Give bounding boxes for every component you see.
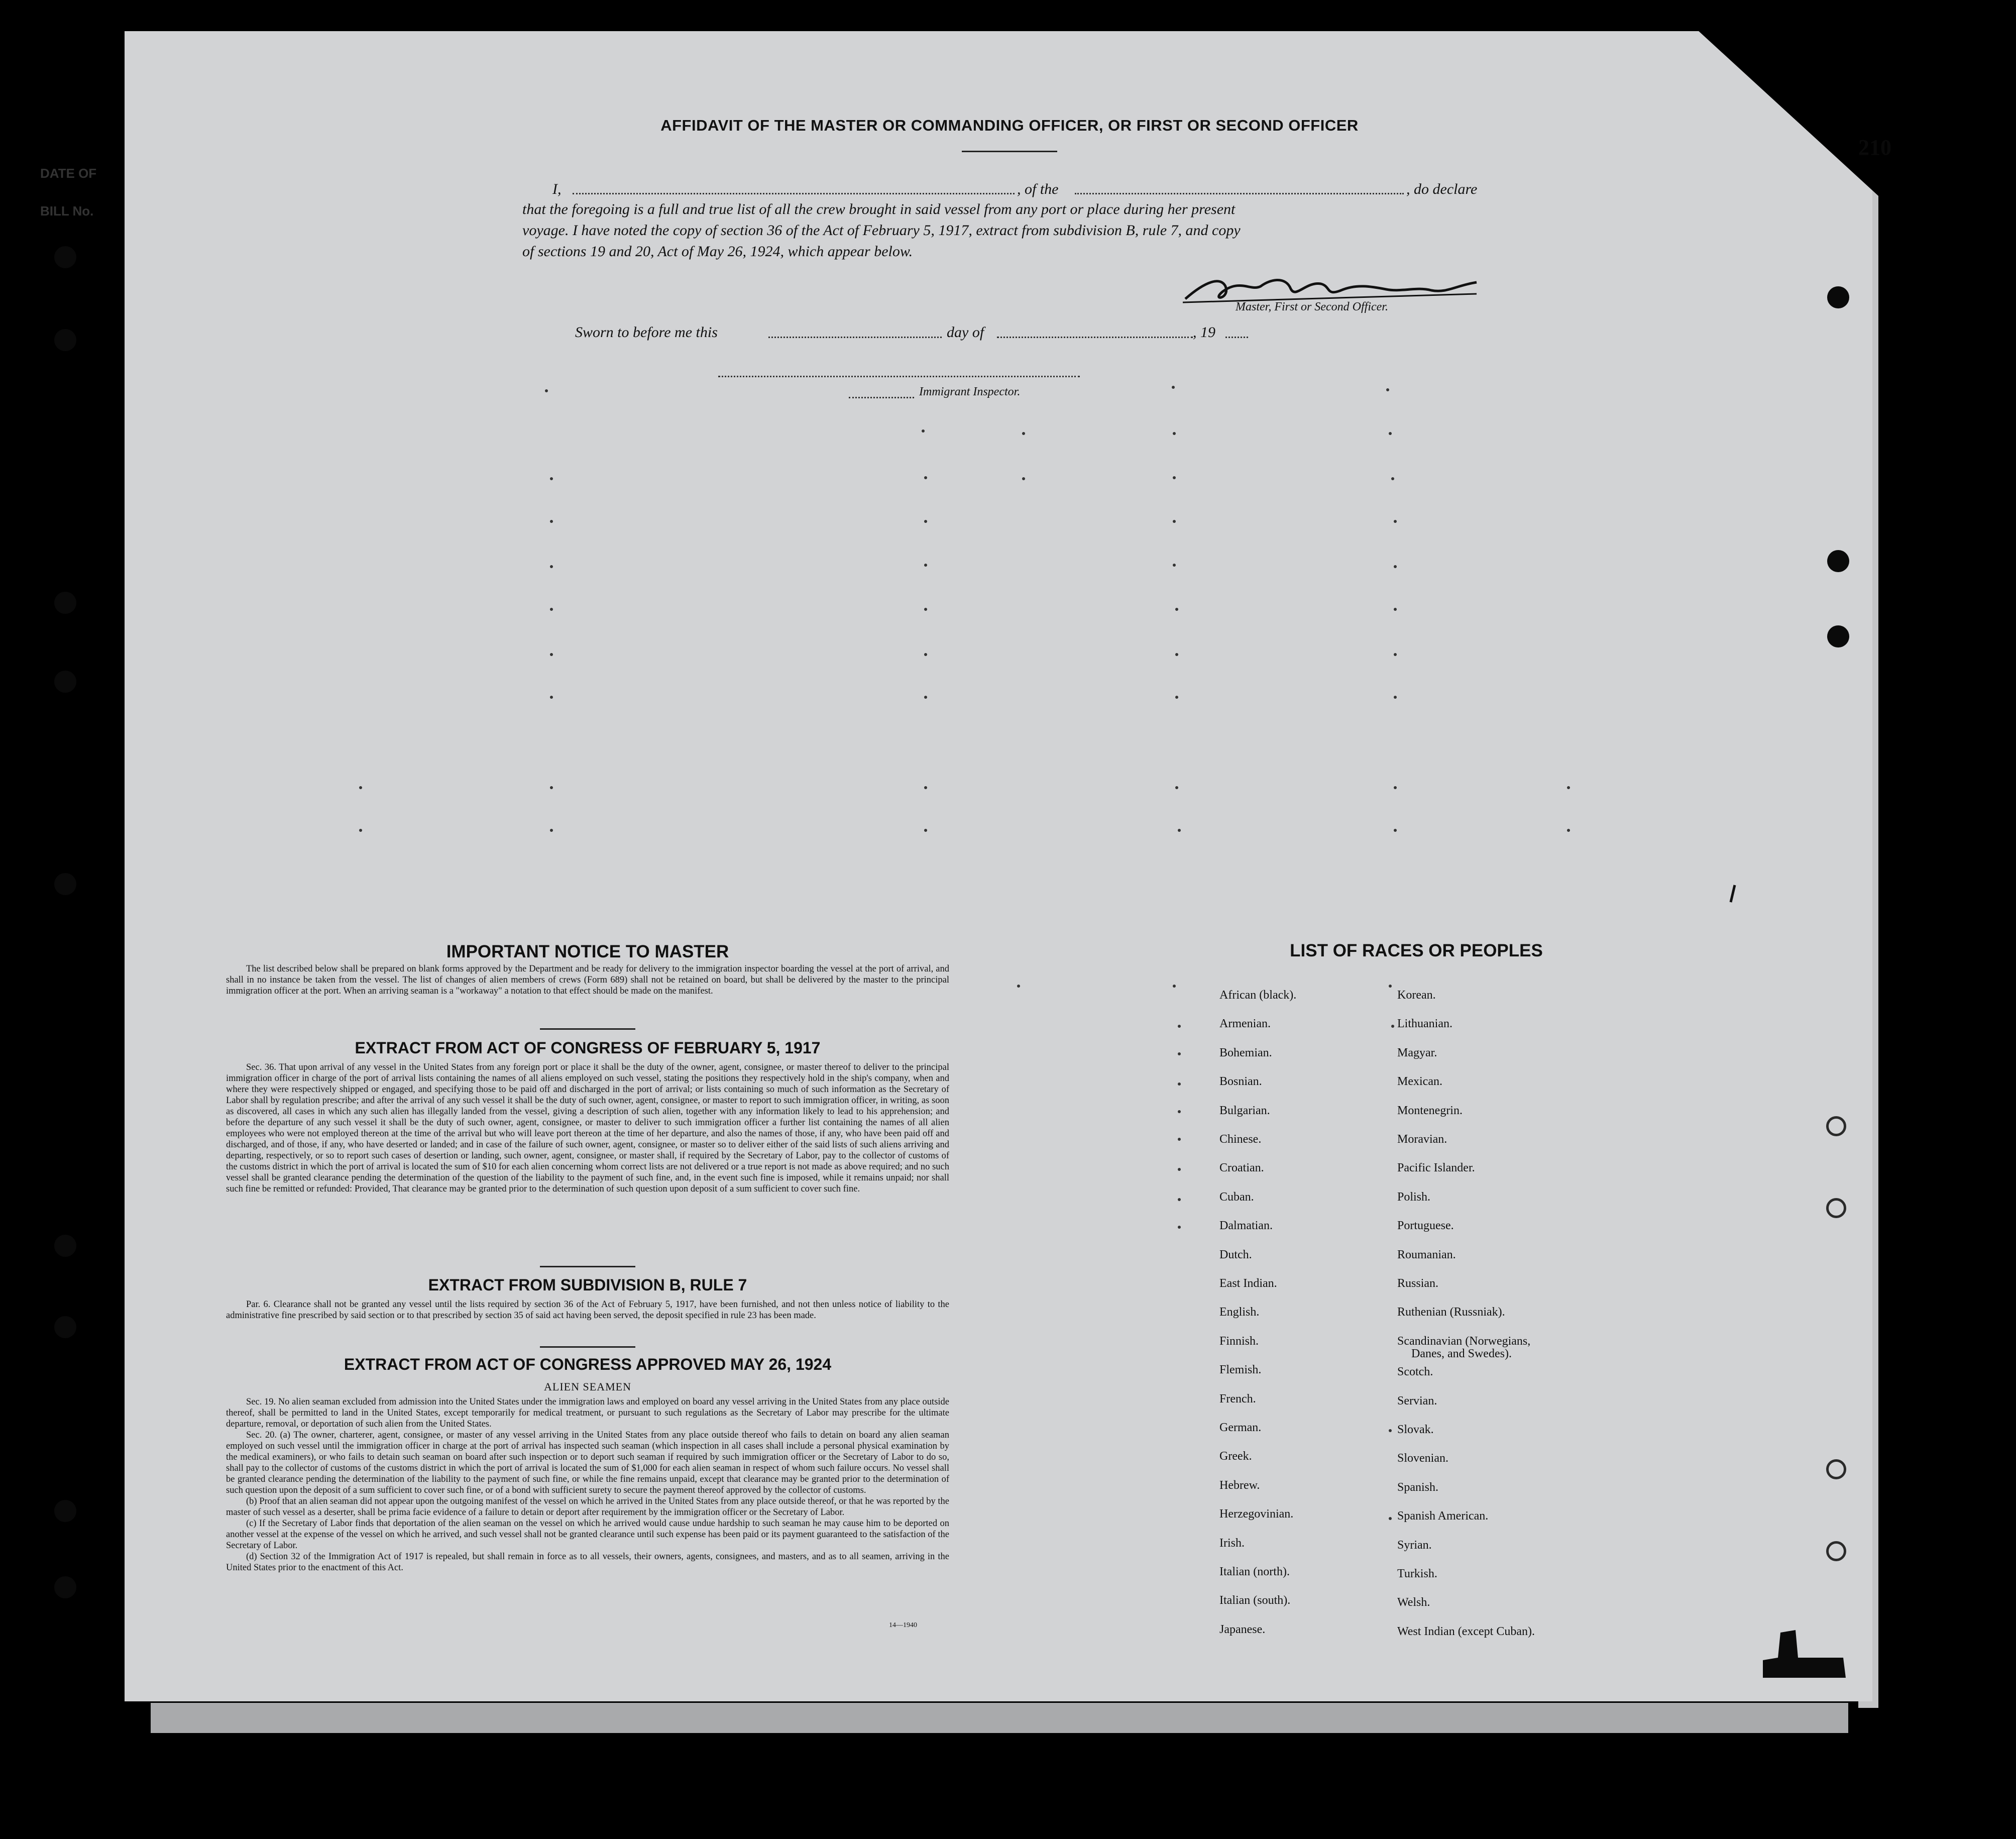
race-item: Greek.	[1219, 1450, 1252, 1463]
sec20a-text: Sec. 20. (a) The owner, charterer, agent, consignee, or master of any vessel arriving in the United States from any place outside thereof who fails to detain on board any alien seaman employed on such vessel until the immigration officer in charge at the port of arrival has inspected such seaman (which inspection in all cases shall include a personal physical examination by the medical examiners), or who fails to detain such seaman on board after such inspection or to deport such seaman if required by such immigration officer or the Secretary of Labor to do so, shall pay to the collector of customs of the customs district in which the port of arrival is located the sum of $1,000 for each alien seaman in respect of whom such failure occurs. No vessel shall be granted clearance pending the determination of the liability to the payment of such fine, or while the fine remains unpaid, except that clearance may be granted prior to the determination of such question upon the deposit of a sum sufficient to cover such fine, or of a bond with sufficient surety to secure the payment thereof approved by the collector of customs.	[226, 1430, 949, 1495]
race-item: African (black).	[1219, 989, 1297, 1002]
field-dot	[1175, 786, 1178, 789]
faded-stub-bottom: BILL No.	[40, 203, 94, 219]
binder-ring	[1826, 1116, 1846, 1136]
notice-title: IMPORTANT NOTICE TO MASTER	[446, 942, 729, 961]
signature-caption: Master, First or Second Officer.	[1236, 300, 1388, 313]
field-dot	[1178, 1025, 1181, 1028]
binder-hole	[54, 592, 76, 614]
race-item: Spanish.	[1397, 1480, 1439, 1494]
race-item: Mexican.	[1397, 1075, 1442, 1089]
field-dot	[1567, 829, 1570, 832]
field-dot	[1394, 608, 1397, 611]
race-item: Hebrew.	[1219, 1478, 1260, 1492]
field-dot	[1389, 1517, 1392, 1520]
inspector-lead-dots	[849, 397, 914, 398]
field-dot	[1178, 1168, 1181, 1171]
binder-hole	[54, 1235, 76, 1257]
inspector-signature-field[interactable]	[718, 376, 1080, 377]
binder-hole	[54, 1316, 76, 1338]
sworn-label: Sworn to before me this	[575, 324, 718, 341]
field-dot	[550, 520, 553, 523]
race-item: Scotch.	[1397, 1365, 1433, 1379]
race-item: Moravian.	[1397, 1133, 1447, 1146]
sec19-text: Sec. 19. No alien seaman excluded from admission into the United States under the immigration laws and employed on board any vessel arriving in the United States from any place outside thereof, shall be permitted to land in the United States, except temporarily for medical treatment, or pursuant to such regulations as the Secretary of Labor may prescribe for the ultimate departure, removal, or deportation of such alien from the United States.	[226, 1397, 949, 1429]
race-item: German.	[1219, 1421, 1262, 1434]
binder-hole	[1827, 550, 1849, 572]
race-item: Lithuanian.	[1397, 1017, 1452, 1031]
binder-hole	[54, 1576, 76, 1598]
faded-stub-top: DATE OF	[40, 166, 97, 181]
field-dot	[550, 565, 553, 568]
notice-text: The list described below shall be prepared on blank forms approved by the Department and be ready for delivery to the immigration inspector boarding the vessel at the port of arrival, and shall in no instance be taken from the vessel. The list of changes of alien members of crews (Form 689) shall not be retained on board, but shall be delivered by the master to the principal immigration officer at the port. When an arriving seaman is a "workaway" a notation to that effect should be made on the manifest.	[226, 964, 949, 996]
field-dot	[922, 429, 925, 432]
field-dot	[1391, 477, 1394, 480]
underlying-sheet-bottom	[151, 1703, 1848, 1733]
race-item: Bosnian.	[1219, 1075, 1262, 1089]
race-item: Polish.	[1397, 1190, 1431, 1204]
title-rule	[962, 151, 1057, 152]
race-item: Roumanian.	[1397, 1248, 1456, 1261]
field-dot	[1394, 829, 1397, 832]
inspector-caption: Immigrant Inspector.	[919, 385, 1021, 398]
race-item: Magyar.	[1397, 1046, 1437, 1059]
race-item: Japanese.	[1219, 1622, 1266, 1636]
race-item: Armenian.	[1219, 1017, 1271, 1031]
rule7-title: EXTRACT FROM SUBDIVISION B, RULE 7	[428, 1276, 747, 1294]
field-dot	[924, 653, 927, 656]
field-dot	[1394, 786, 1397, 789]
field-dot	[1178, 1110, 1181, 1113]
field-dot	[1173, 476, 1176, 479]
race-item: Bohemian.	[1219, 1046, 1272, 1059]
field-dot	[359, 786, 362, 789]
field-dot	[1567, 786, 1570, 789]
field-dot	[1022, 477, 1025, 480]
field-dot	[1172, 386, 1175, 389]
race-item: Herzegovinian.	[1219, 1507, 1294, 1521]
affidavit-title: AFFIDAVIT OF THE MASTER OR COMMANDING OFFICER, OR FIRST OR SECOND OFFICER	[660, 117, 1359, 134]
race-item: Bulgarian.	[1219, 1104, 1270, 1117]
race-item: Dalmatian.	[1219, 1219, 1273, 1233]
race-item: Scandinavian (Norwegians,	[1397, 1334, 1531, 1348]
field-dot	[550, 608, 553, 611]
race-scandinavian-continued: Danes, and Swedes).	[1411, 1347, 1512, 1360]
field-dot	[924, 696, 927, 699]
affidavit-line-4: of sections 19 and 20, Act of May 26, 1924, which appear below.	[522, 243, 913, 260]
field-dot	[1173, 985, 1176, 988]
race-item: French.	[1219, 1392, 1256, 1405]
affidavit-i: I,	[552, 181, 562, 197]
race-item: Portuguese.	[1397, 1219, 1454, 1233]
field-dot	[924, 786, 927, 789]
field-dot	[1178, 1226, 1181, 1229]
race-item: Turkish.	[1397, 1567, 1437, 1580]
race-item: Finnish.	[1219, 1334, 1259, 1348]
race-item: Spanish American.	[1397, 1509, 1489, 1523]
field-dot	[924, 829, 927, 832]
race-item: Slovak.	[1397, 1423, 1434, 1436]
section-rule	[540, 1346, 635, 1348]
binder-hole	[54, 1500, 76, 1522]
field-dot	[1175, 653, 1178, 656]
extract-1917-title: EXTRACT FROM ACT OF CONGRESS OF FEBRUARY 5, 1917	[355, 1039, 821, 1057]
field-dot	[359, 829, 362, 832]
field-dot	[1173, 432, 1176, 435]
field-dot	[1175, 696, 1178, 699]
field-dot	[1394, 653, 1397, 656]
field-dot	[924, 608, 927, 611]
field-dot	[924, 520, 927, 523]
section-rule	[540, 1266, 635, 1267]
binder-ring	[1826, 1541, 1846, 1561]
race-item: Chinese.	[1219, 1133, 1262, 1146]
field-dot	[550, 477, 553, 480]
section-rule	[540, 1028, 635, 1030]
field-dot	[550, 786, 553, 789]
field-dot	[1386, 388, 1389, 391]
sec20d-text: (d) Section 32 of the Immigration Act of 1917 is repealed, but shall remain in force as to all vessels, their owners, agents, consignees, and masters, and as to all seamen, arriving in the United States prior to the enactment of this Act.	[226, 1552, 949, 1573]
field-dot	[924, 476, 927, 479]
extract-1917-text: Sec. 36. That upon arrival of any vessel in the United States from any foreign port or place it shall be the duty of the owner, agent, consignee, or master thereof to deliver to the principal immigration officer in charge of the port of arrival lists containing the names of all aliens employed on such vessel, stating the positions they respectively hold in the ship's company, when and where they were respectively shipped or engaged, and specifying those to be paid off and discharged in the port of arrival; or lists containing so much of such information as the Secretary of Labor shall by regulation prescribe; and after the arrival of any such vessel it shall be the duty of such owner, agent, consignee, or master to report to such immigration officer, in writing, as soon as discovered, all cases in which any such alien has illegally landed from the vessel, giving a description of such alien, together with any information likely to lead to his apprehension; and before the departure of any such vessel it shall be the duty of such owner, agent, consignee, or master to deliver to such immigration officer a further list containing the names of all alien employees who were not employed thereon at the time of the arrival but who will leave port thereon at the time of her departure, and also the names of those, if any, who have been paid off and discharged, and of those, if any, who have deserted or landed; and in case of the failure of such owner, agent, consignee, or master so to deliver either of the said lists of such aliens arriving and departing, respectively, or so to report such cases of desertion or landing, such owner, agent, consignee, or master shall, if required by the Secretary of Labor, pay to the collector of customs of the customs district in which the port of arrival is located the sum of $10 for each alien concerning whom correct lists are not delivered or a true report is not made as above required; and no such vessel shall be granted clearance pending the determination of the question of the liability to the payment of such fine, and, in the event such fine is imposed, while it remains unpaid; nor shall such fine be remitted or refunded: Provided, That clearance may be granted prior to the determination of such question upon deposit of a sum sufficient to cover such fine.	[226, 1062, 949, 1194]
race-item: Italian (north).	[1219, 1565, 1290, 1578]
race-item: Ruthenian (Russniak).	[1397, 1306, 1505, 1319]
binder-hole	[1827, 286, 1849, 308]
affidavit-do-declare: , do declare	[1406, 181, 1478, 197]
field-dot	[1178, 1138, 1181, 1141]
binder-hole	[1827, 625, 1849, 647]
race-item: East Indian.	[1219, 1277, 1277, 1290]
race-item: Cuban.	[1219, 1190, 1254, 1204]
field-dot	[924, 564, 927, 567]
form-code: 14—1940	[889, 1621, 917, 1629]
race-item: Pacific Islander.	[1397, 1161, 1475, 1175]
binder-hole	[54, 246, 76, 268]
binder-hole	[54, 671, 76, 693]
field-dot	[1175, 608, 1178, 611]
race-item: Russian.	[1397, 1277, 1439, 1290]
field-dot	[1022, 432, 1025, 435]
race-item: Syrian.	[1397, 1538, 1432, 1552]
field-dot	[550, 829, 553, 832]
sec20b-text: (b) Proof that an alien seaman did not appear upon the outgoing manifest of the vessel on which he arrived in the United States from any place outside thereof, or that he was reported by the master of such vessel as a deserter, shall be prima facie evidence of a failure to detain or deport after requirement by the immigration officer or the Secretary of Labor.	[226, 1496, 949, 1518]
extract-1924-subtitle: ALIEN SEAMEN	[544, 1380, 631, 1393]
sworn-day-field[interactable]	[768, 337, 942, 338]
affidavit-line-2: that the foregoing is a full and true list of all the crew brought in said vessel from any port or place during her present	[522, 201, 1236, 218]
day-of-label: day of	[947, 324, 984, 341]
sec20c-text: (c) If the Secretary of Labor finds that deportation of the alien seaman on the vessel on which he arrived would cause undue hardship to such seaman he may cause him to be deported on another vessel at the expense of the vessel on which he arrived, and such vessel shall not be granted clearance until such expense has been paid or its payment guaranteed to the satisfaction of the Secretary of Labor.	[226, 1519, 949, 1551]
race-item: Montenegrin.	[1397, 1104, 1463, 1117]
field-dot	[1391, 1025, 1394, 1028]
race-item: Irish.	[1219, 1536, 1245, 1550]
extract-1924-title: EXTRACT FROM ACT OF CONGRESS APPROVED MAY 26, 1924	[344, 1355, 832, 1373]
field-dot	[550, 653, 553, 656]
field-dot	[1394, 696, 1397, 699]
field-dot	[545, 389, 548, 392]
field-dot	[1389, 432, 1392, 435]
field-dot	[1178, 1198, 1181, 1201]
sworn-month-field[interactable]	[997, 337, 1193, 338]
field-dot	[1389, 1429, 1392, 1432]
binder-ring	[1826, 1459, 1846, 1479]
page-number: 210	[1858, 135, 1891, 160]
vessel-field[interactable]	[1075, 193, 1404, 194]
year-field[interactable]	[1225, 337, 1248, 338]
rule7-text: Par. 6. Clearance shall not be granted any vessel until the lists required by section 36 of the Act of February 5, 1917, have been furnished, and not then unless notice of liability to the administrative fine prescribed by said section or to that prescribed by section 35 of said act having been served, the deposit specified in rule 23 has been made.	[226, 1300, 949, 1321]
race-item: West Indian (except Cuban).	[1397, 1625, 1535, 1638]
affidavit-line-3: voyage. I have noted the copy of section 36 of the Act of February 5, 1917, extract from subdivision B, rule 7, and copy	[522, 222, 1241, 239]
race-item: Welsh.	[1397, 1596, 1430, 1609]
field-dot	[1178, 829, 1181, 832]
black-tab-mark-icon	[1758, 1630, 1848, 1685]
races-title: LIST OF RACES OR PEOPLES	[1290, 941, 1543, 960]
race-item: Dutch.	[1219, 1248, 1252, 1261]
year-prefix: , 19	[1193, 324, 1215, 341]
pen-mark-icon	[1728, 884, 1738, 904]
race-item: Slovenian.	[1397, 1452, 1448, 1465]
binder-hole	[54, 329, 76, 351]
torn-corner	[1698, 30, 1878, 196]
race-item: Croatian.	[1219, 1161, 1264, 1175]
field-dot	[1178, 1083, 1181, 1086]
field-dot	[1178, 1052, 1181, 1055]
race-item: Italian (south).	[1219, 1594, 1291, 1607]
field-dot	[1173, 564, 1176, 567]
binder-hole	[54, 873, 76, 895]
race-item: Korean.	[1397, 989, 1436, 1002]
field-dot	[1394, 520, 1397, 523]
race-item: English.	[1219, 1306, 1260, 1319]
field-dot	[1173, 520, 1176, 523]
race-item: Servian.	[1397, 1394, 1437, 1408]
race-item: Flemish.	[1219, 1363, 1262, 1377]
field-dot	[1389, 985, 1392, 988]
field-dot	[1017, 985, 1020, 988]
field-dot	[550, 696, 553, 699]
field-dot	[1394, 565, 1397, 568]
binder-ring	[1826, 1198, 1846, 1218]
affidavit-of-the: , of the	[1017, 181, 1059, 197]
name-field[interactable]	[573, 193, 1015, 194]
